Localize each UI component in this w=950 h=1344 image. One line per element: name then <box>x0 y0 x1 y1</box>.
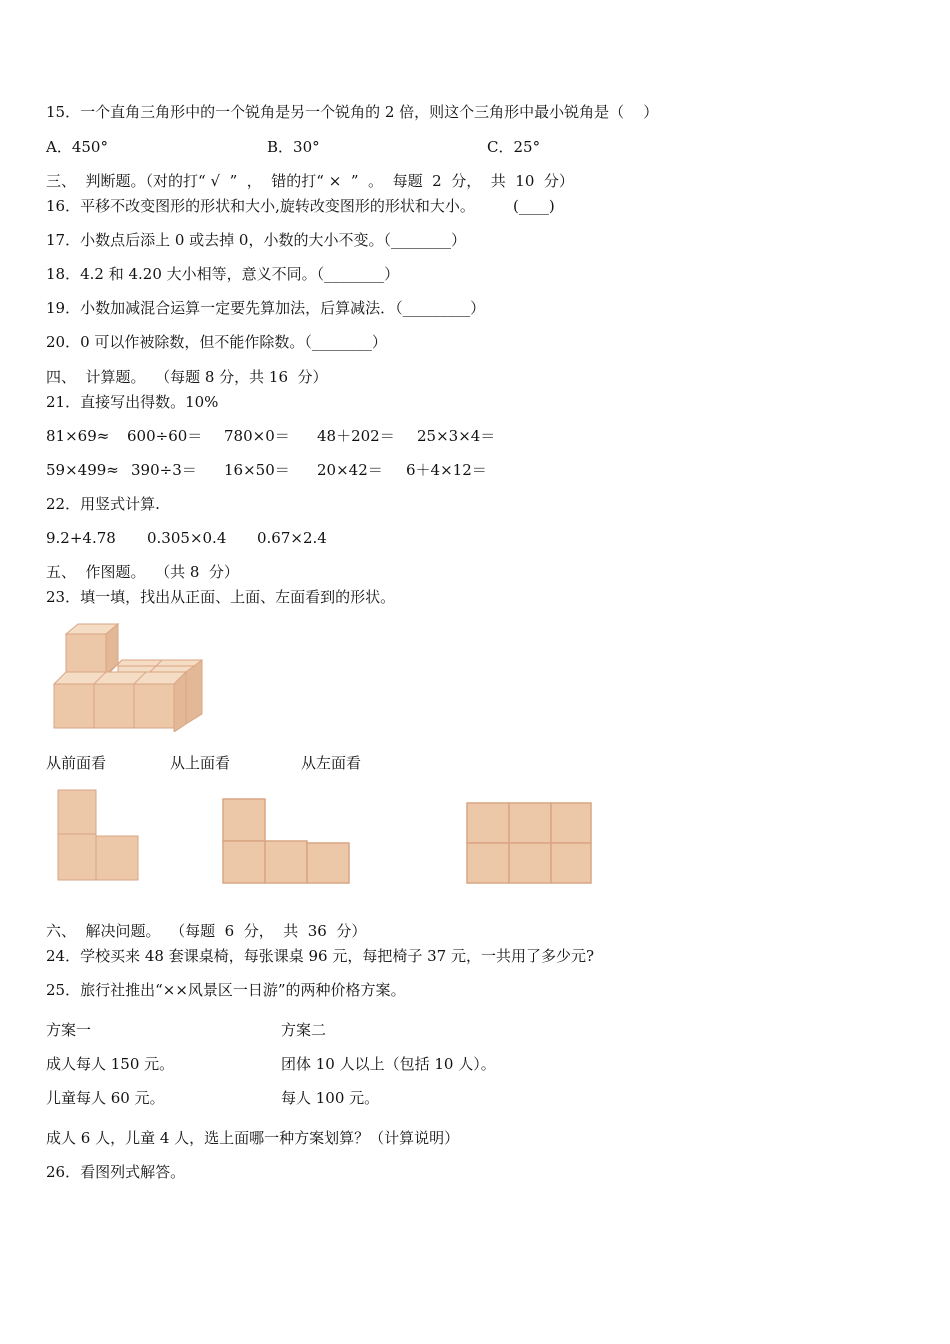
question-20: 20．0 可以作被除数，但不能作除数。（________） <box>46 333 387 351</box>
vertical-calc-item: 0.305×0.4 <box>147 529 227 547</box>
plan-2-title: 方案二 <box>281 1021 327 1039</box>
plan-2-line: 团体 10 人以上（包括 10 人）。 <box>281 1055 496 1073</box>
view-label-left: 从左面看 <box>301 754 362 772</box>
question-19: 19．小数加减混合运算一定要先算加法，后算减法．（_________） <box>46 299 486 317</box>
calc-item: 390÷3＝ <box>131 461 197 479</box>
calc-item: 600÷60＝ <box>127 427 203 445</box>
calc-item: 6＋4×12＝ <box>406 461 487 479</box>
calc-item: 780×0＝ <box>224 427 290 445</box>
calc-item: 20×42＝ <box>317 461 383 479</box>
question-22: 22．用竖式计算. <box>46 495 160 513</box>
question-25-prompt: 成人 6 人，儿童 4 人，选上面哪一种方案划算？（计算说明） <box>46 1129 460 1147</box>
view-label-front: 从前面看 <box>46 754 107 772</box>
q15-option-b: B．30° <box>267 138 320 156</box>
plan-2-line: 每人 100 元。 <box>281 1089 380 1107</box>
question-24: 24．学校买来 48 套课桌椅，每张课桌 96 元，每把椅子 37 元，一共用了多少元? <box>46 947 595 965</box>
vertical-calc-item: 9.2+4.78 <box>46 529 116 547</box>
q15-option-a: A．450° <box>46 138 108 156</box>
calc-item: 81×69≈ <box>46 427 110 445</box>
calc-item: 59×499≈ <box>46 461 119 479</box>
question-17: 17．小数点后添上 0 或去掉 0，小数的大小不变。（________） <box>46 231 466 249</box>
vertical-calc-item: 0.67×2.4 <box>257 529 327 547</box>
question-21: 21．直接写出得数。10% <box>46 393 219 411</box>
plan-1-line: 成人每人 150 元。 <box>46 1055 175 1073</box>
calc-item: 25×3×4＝ <box>417 427 496 445</box>
question-15: 15．一个直角三角形中的一个锐角是另一个锐角的 2 倍，则这个三角形中最小锐角是（ ） <box>46 103 659 121</box>
cube-stack-figure <box>48 620 208 732</box>
top-view-figure <box>221 797 353 887</box>
question-23: 23．填一填，找出从正面、上面、左面看到的形状。 <box>46 588 396 606</box>
calc-item: 48＋202＝ <box>317 427 395 445</box>
section-3-heading: 三、 判断题。（对的打“ √ ” ， 错的打“ × ” 。 每题 2 分， 共 10 分） <box>46 172 574 190</box>
q15-option-c: C．25° <box>487 138 541 156</box>
plan-1-line: 儿童每人 60 元。 <box>46 1089 165 1107</box>
section-6-heading: 六、 解决问题。 （每题 6 分， 共 36 分） <box>46 922 367 940</box>
question-18: 18．4.2 和 4.20 大小相等，意义不同。（________） <box>46 265 400 283</box>
question-25: 25．旅行社推出“××风景区一日游”的两种价格方案。 <box>46 981 406 999</box>
left-view-figure <box>465 800 595 886</box>
question-16: 16．平移不改变图形的形状和大小,旋转改变图形的形状和大小。 (____) <box>46 197 555 215</box>
section-5-heading: 五、 作图题。 （共 8 分） <box>46 563 239 581</box>
plan-1-title: 方案一 <box>46 1021 92 1039</box>
calc-item: 16×50＝ <box>224 461 290 479</box>
view-label-top: 从上面看 <box>170 754 231 772</box>
front-view-figure <box>55 788 145 884</box>
section-4-heading: 四、 计算题。 （每题 8 分，共 16 分） <box>46 368 328 386</box>
question-26: 26．看图列式解答。 <box>46 1163 186 1181</box>
